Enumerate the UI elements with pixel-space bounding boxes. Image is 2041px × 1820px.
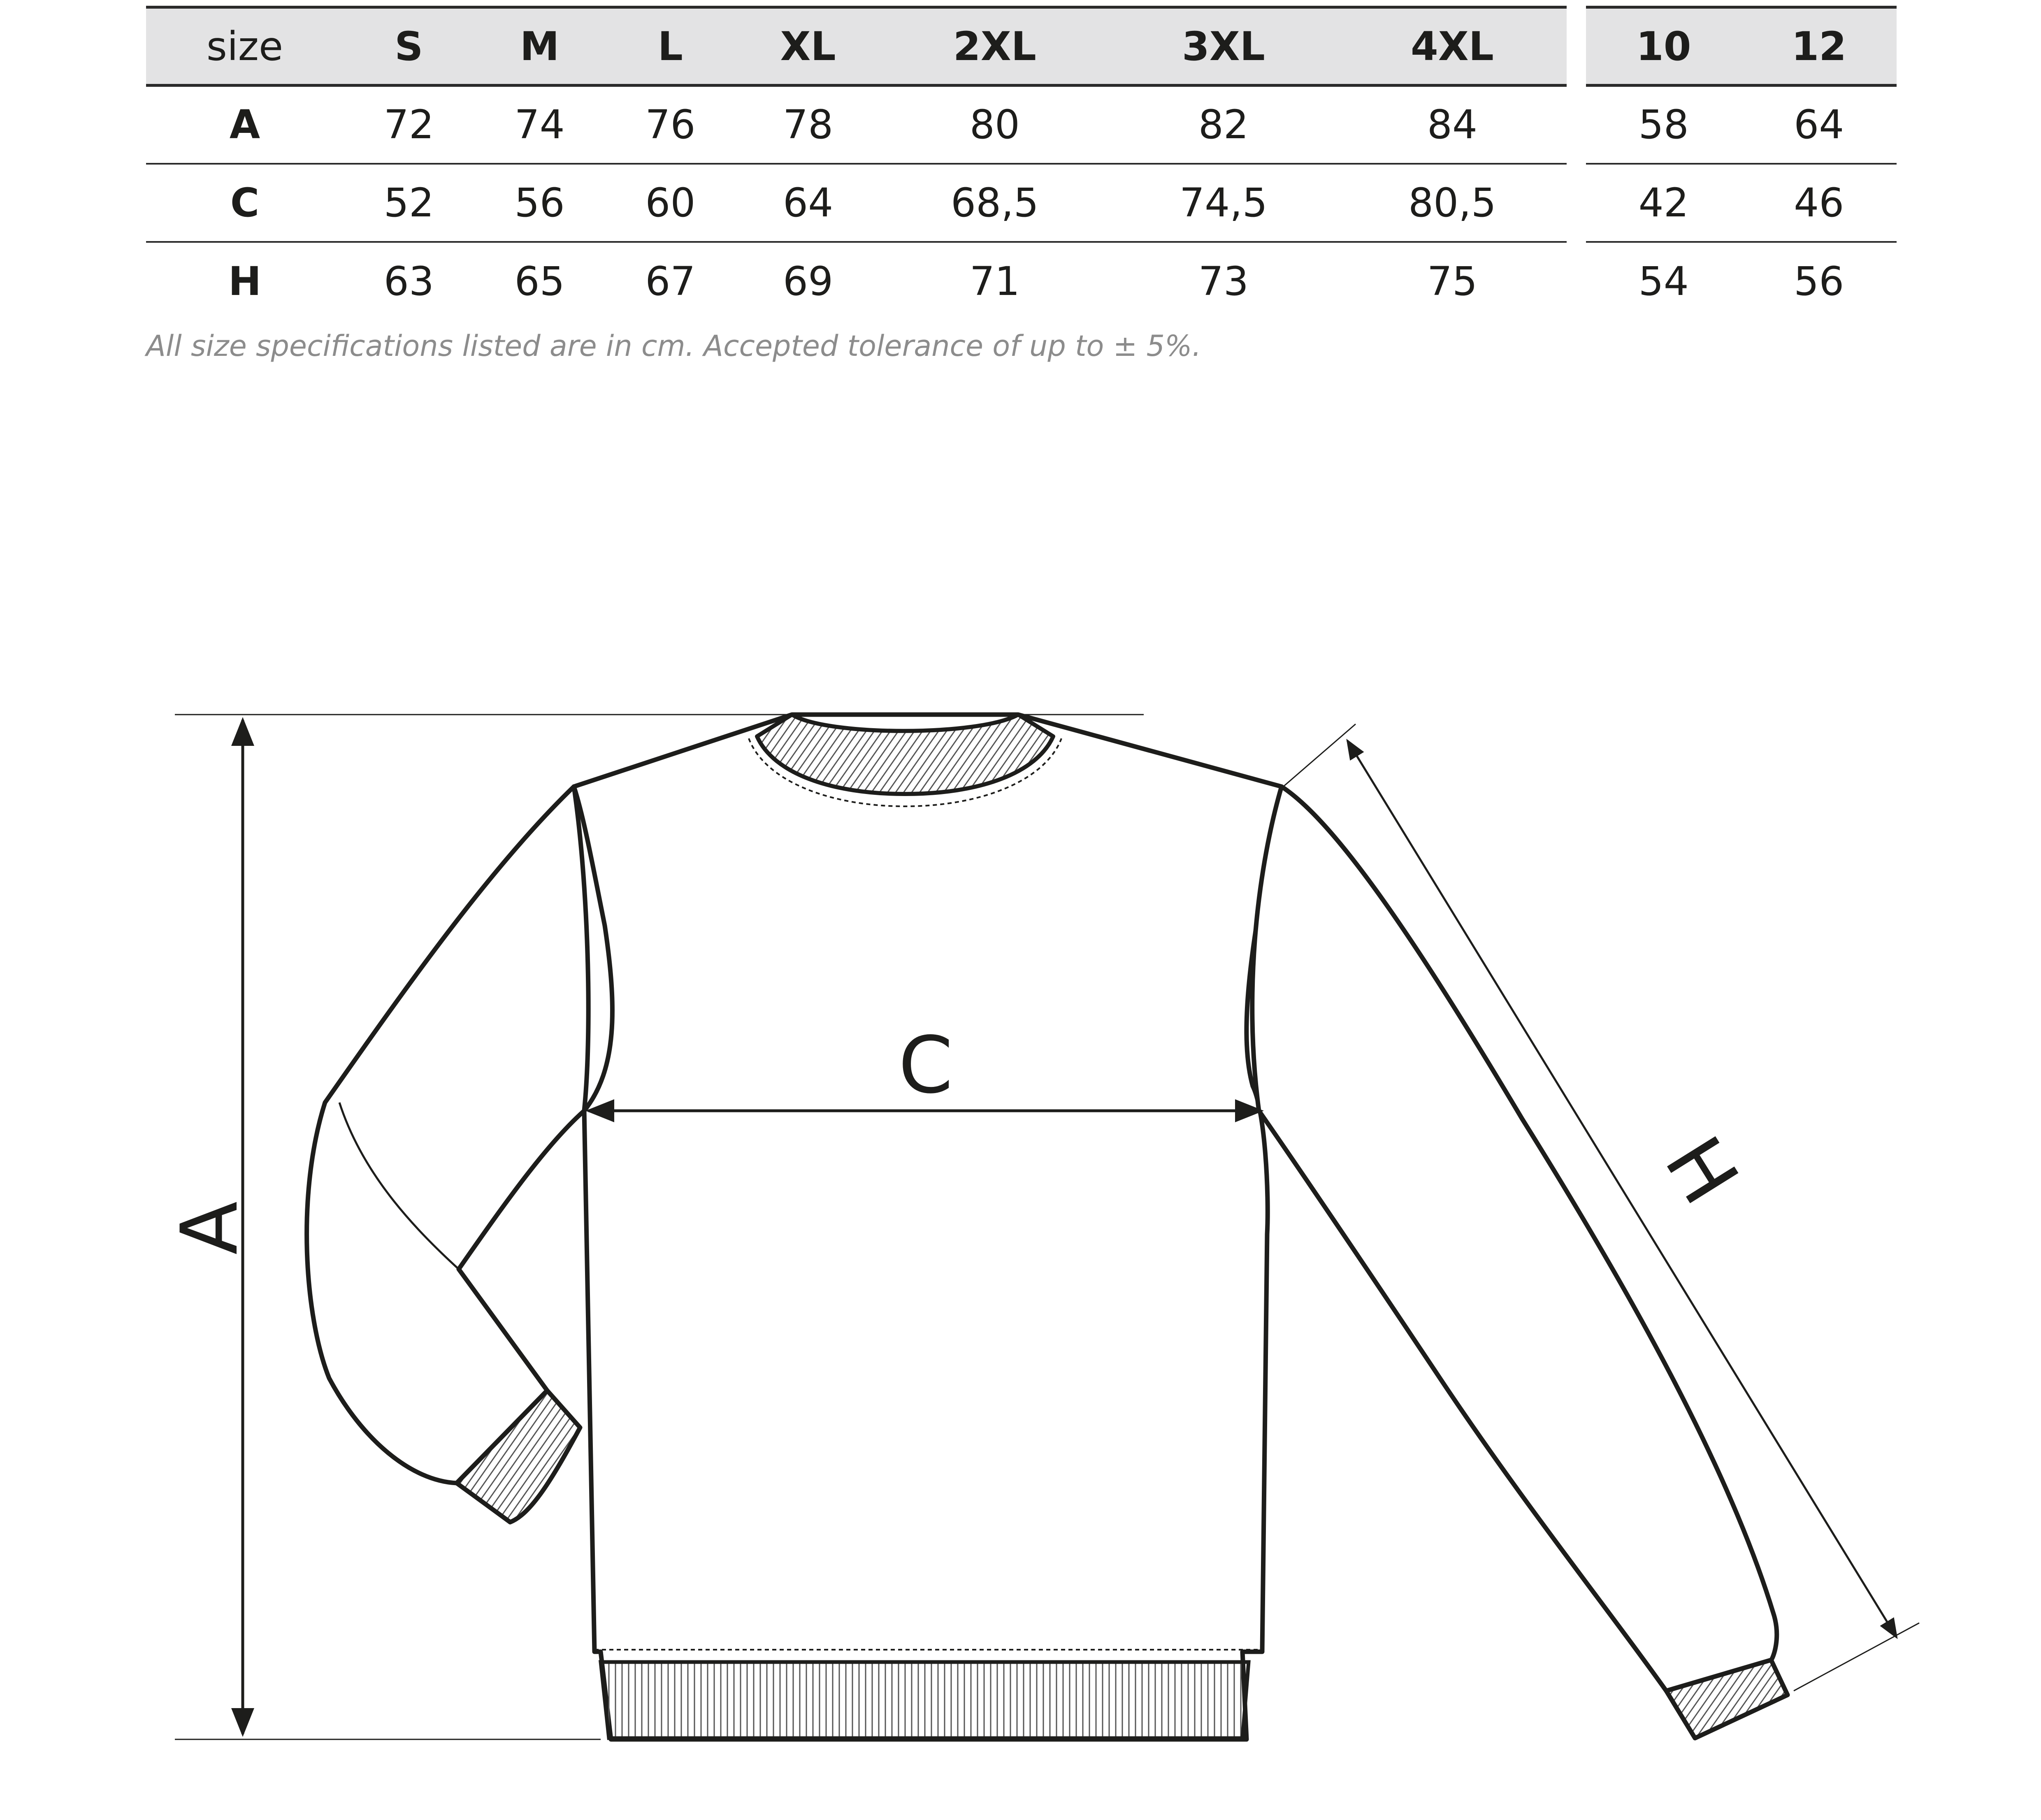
table-cell: 56 [474, 164, 605, 242]
measure-h-label: H [1647, 1121, 1756, 1220]
table-cell: 69 [783, 258, 834, 304]
table-cell: 56 [1794, 258, 1844, 304]
table-cell: 46 [1741, 164, 1897, 242]
table-cell: 52 [344, 164, 474, 242]
size-header-12: 12 [1741, 7, 1897, 86]
size-header-m: M [474, 7, 605, 86]
measure-a-label: A [164, 1201, 255, 1255]
table-cell: 67 [645, 258, 696, 304]
table-cell: 84 [1338, 86, 1567, 164]
table-cell: 64 [1741, 86, 1897, 164]
table-cell: 71 [969, 258, 1020, 304]
table-cell: 63 [383, 258, 434, 304]
table-cell: 82 [1109, 86, 1338, 164]
row-label-c: C [146, 164, 344, 242]
row-label-h: H [228, 258, 262, 304]
sweatshirt-body [574, 715, 1282, 1739]
table-cell: 80 [880, 86, 1109, 164]
table-cell: 64 [736, 164, 880, 242]
table-cell: 80,5 [1338, 164, 1567, 242]
size-header-10: 10 [1586, 7, 1741, 86]
tolerance-note: All size specifications listed are in cm. Accepted tolerance of up to ± 5%. [146, 329, 1201, 363]
table-cell: 42 [1586, 164, 1741, 242]
size-header-4xl: 4XL [1338, 7, 1567, 86]
table-cell: 58 [1586, 86, 1741, 164]
size-header-s: S [344, 7, 474, 86]
table-cell: 73 [1198, 258, 1249, 304]
size-header-l: L [605, 7, 736, 86]
row-label-a: A [146, 86, 344, 164]
table-cell: 74,5 [1109, 164, 1338, 242]
size-header-2xl: 2XL [880, 7, 1109, 86]
table-cell: 60 [605, 164, 736, 242]
table-cell: 65 [514, 258, 565, 304]
size-header-xl: XL [736, 7, 880, 86]
table-cell: 76 [605, 86, 736, 164]
table-cell: 78 [736, 86, 880, 164]
hem-band [601, 1662, 1249, 1738]
table-cell: 75 [1427, 258, 1478, 304]
measure-c-label: C [898, 1020, 953, 1111]
right-sleeve [1252, 787, 1777, 1691]
size-header-3xl: 3XL [1109, 7, 1338, 86]
left-sleeve [307, 787, 589, 1483]
size-header-label: size [146, 7, 344, 86]
table-cell: 74 [474, 86, 605, 164]
table-cell: 72 [344, 86, 474, 164]
table-cell: 68,5 [880, 164, 1109, 242]
table-cell: 54 [1638, 258, 1689, 304]
